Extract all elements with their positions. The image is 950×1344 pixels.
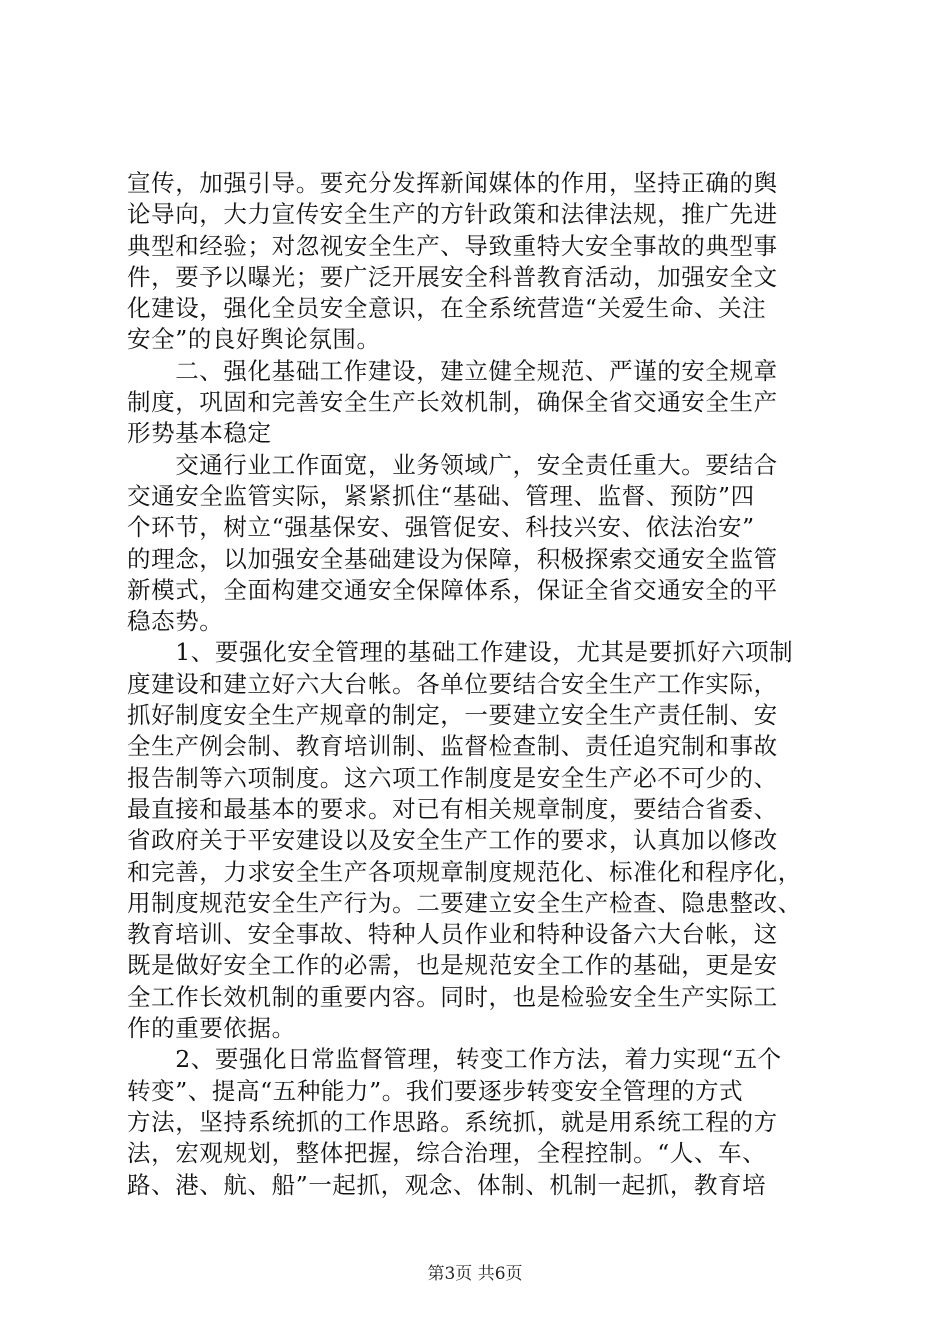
text-line: 稳态势。: [127, 607, 224, 636]
text-line: 报告制等六项制度。这六项工作制度是安全生产必不可少的、: [127, 763, 778, 792]
text-line: 路、港、航、船”一起抓，观念、体制、机制一起抓，教育培: [127, 1170, 767, 1199]
text-line: 作的重要依据。: [127, 1014, 296, 1043]
text-line: 件，要予以曝光；要广泛开展安全科普教育活动，加强安全文: [127, 262, 778, 291]
text-line: 宣传，加强引导。要充分发挥新闻媒体的作用，坚持正确的舆: [127, 169, 778, 197]
text-line: 用制度规范安全生产行为。二要建立安全生产检查、隐患整改、: [127, 888, 802, 917]
text-line: 交通安全监管实际，紧紧抓住“基础、管理、监督、预防”四: [127, 481, 755, 510]
text-line: 交通行业工作面宽，业务领域广，安全责任重大。要结合: [127, 450, 778, 479]
text-line: 法，宏观规划，整体把握，综合治理，全程控制。“人、车、: [127, 1139, 767, 1168]
text-line: 抓好制度安全生产规章的制定，一要建立安全生产责任制、安: [127, 701, 778, 730]
text-line: 全生产例会制、教育培训制、监督检查制、责任追究制和事故: [127, 732, 778, 761]
text-line: 既是做好安全工作的必需，也是规范安全工作的基础，更是安: [127, 951, 778, 980]
text-line: 教育培训、安全事故、特种人员作业和特种设备六大台帐，这: [127, 920, 778, 949]
text-line: 的理念，以加强安全基础建设为保障，积极探索交通安全监管: [127, 544, 778, 573]
text-line: 安全”的良好舆论氛围。: [127, 325, 381, 354]
document-body: [127, 168, 827, 1201]
page-footer: 第3页 共6页: [427, 1264, 523, 1284]
text-line: 二、强化基础工作建设，建立健全规范、严谨的安全规章: [127, 356, 778, 385]
text-line: 度建设和建立好六大台帐。各单位要结合安全生产工作实际，: [127, 669, 778, 698]
text-line: 最直接和最基本的要求。对已有相关规章制度，要结合省委、: [127, 794, 778, 823]
text-line: 个环节，树立“强基保安、强管促安、科技兴安、依法治安”: [127, 513, 755, 542]
text-line: 和完善，力求安全生产各项规章制度规范化、标准化和程序化，: [127, 857, 802, 886]
text-line: 典型和经验；对忽视安全生产、导致重特大安全事故的典型事: [127, 231, 778, 260]
text-line: 省政府关于平安建设以及安全生产工作的要求，认真加以修改: [127, 826, 778, 855]
text-line: 2、要强化日常监督管理，转变工作方法，着力实现“五个: [127, 1045, 782, 1074]
text-line: 方法，坚持系统抓的工作思路。系统抓，就是用系统工程的方: [127, 1107, 778, 1136]
text-line: 1、要强化安全管理的基础工作建设，尤其是要抓好六项制: [127, 638, 794, 667]
text-line: 制度，巩固和完善安全生产长效机制，确保全省交通安全生产: [127, 388, 778, 417]
text-line: 新模式，全面构建交通安全保障体系，保证全省交通安全的平: [127, 575, 778, 604]
text-line: 转变”、提高“五种能力”。我们要逐步转变安全管理的方式: [127, 1076, 744, 1105]
text-line: 全工作长效机制的重要内容。同时，也是检验安全生产实际工: [127, 982, 778, 1011]
text-line: 论导向，大力宣传安全生产的方针政策和法律法规，推广先进: [127, 200, 778, 229]
text-line: 形势基本稳定: [127, 419, 272, 448]
text-line: 化建设，强化全员安全意识，在全系统营造“关爱生命、关注: [127, 294, 767, 323]
